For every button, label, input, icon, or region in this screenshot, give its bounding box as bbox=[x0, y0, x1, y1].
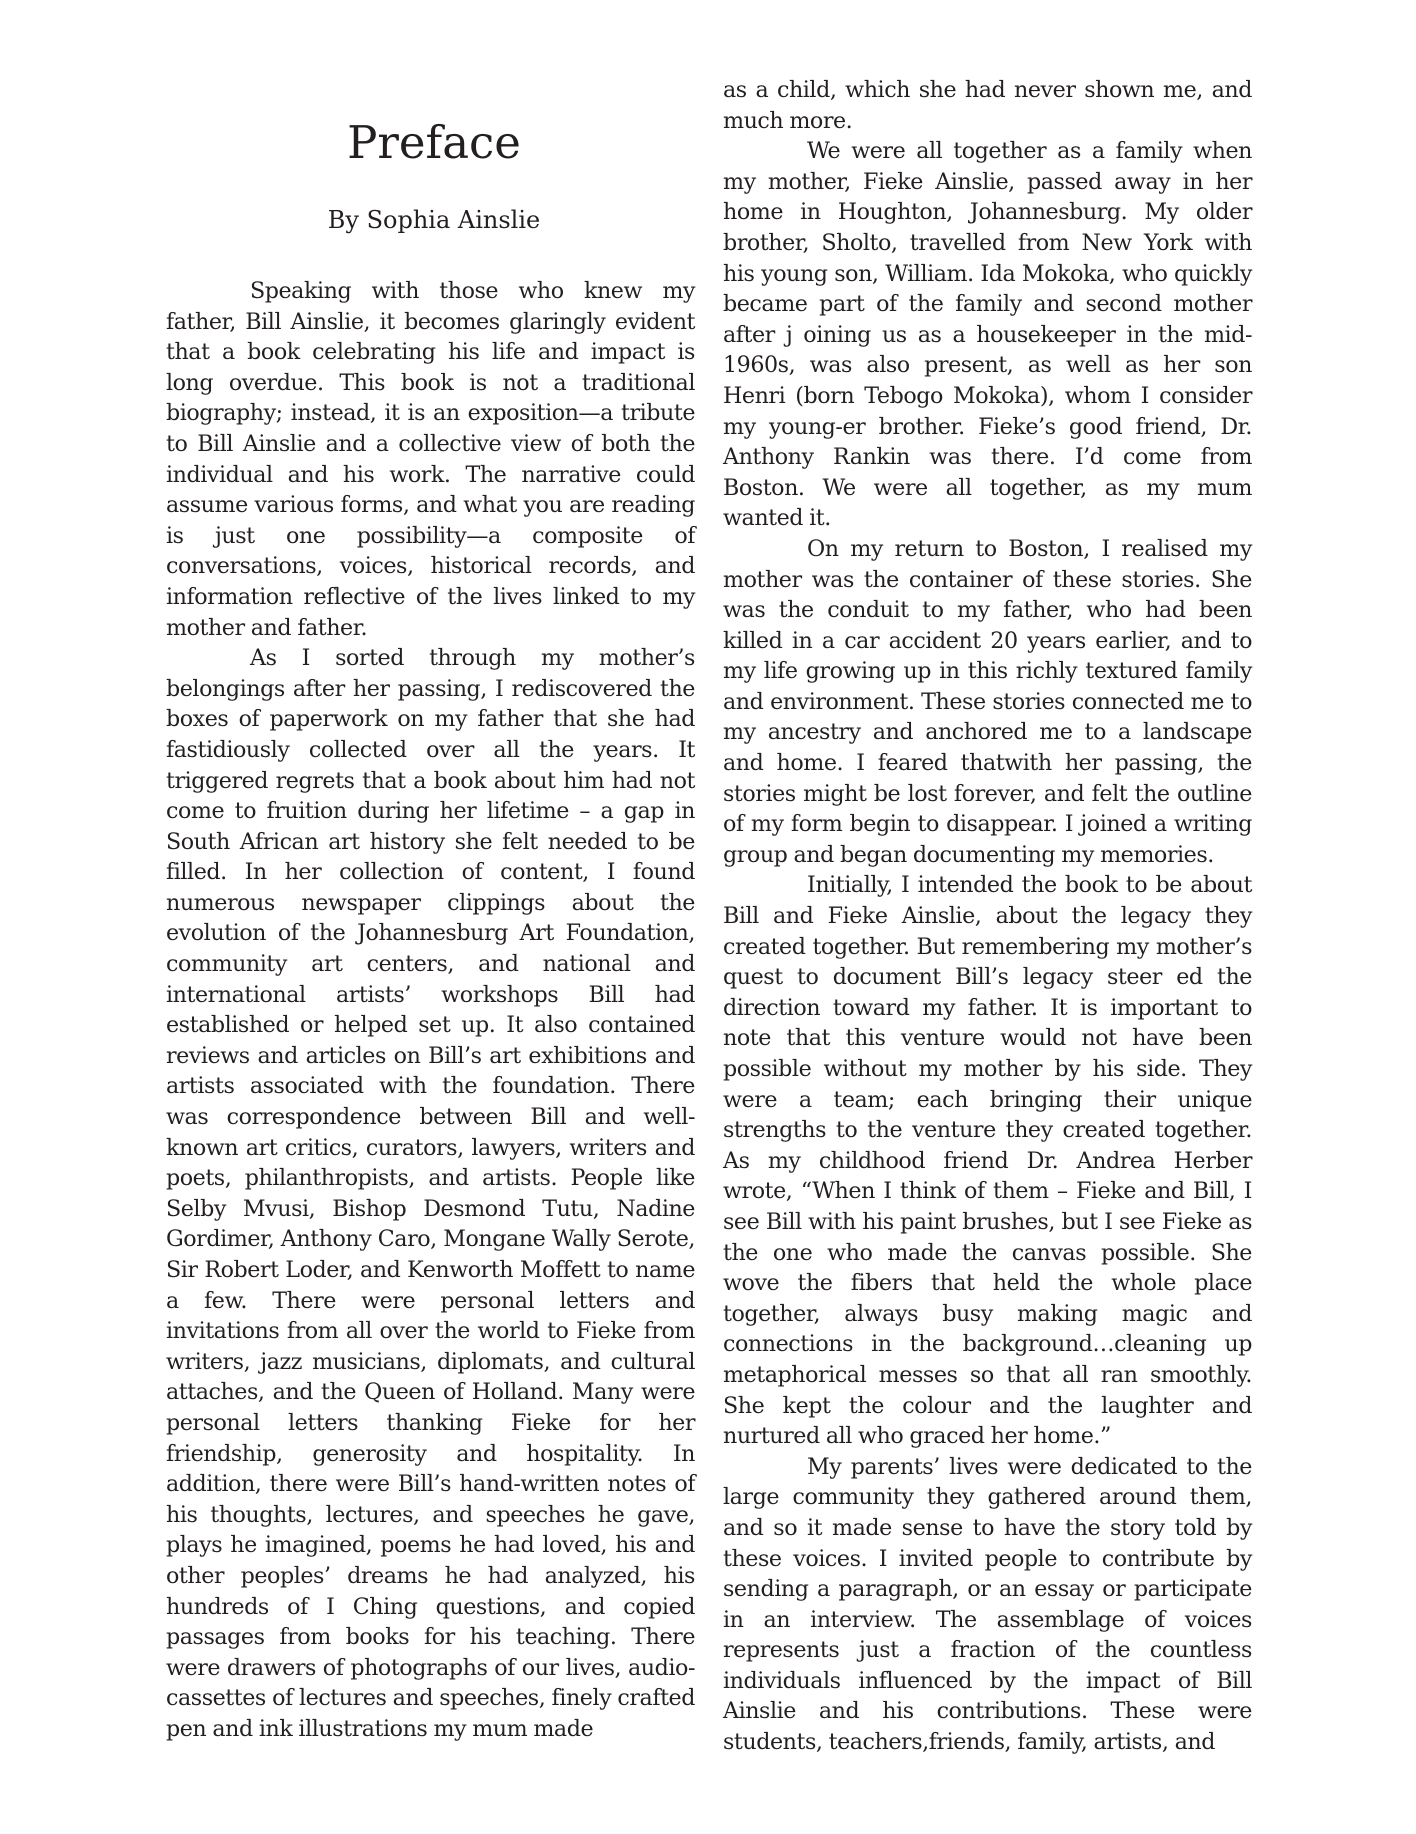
left-text-column bbox=[166, 276, 695, 1745]
body-paragraph: As I sorted through my mother’s belongings after her passing, I rediscovered the boxes of paperwork on my father that she had fastidiously collected over all the years. It triggered regrets that a book about him had not come to fruition during her lifetime – a gap in South African art history she felt needed to be filled. In her collection of content, I found numerous newspaper clippings about the evolution of the Johannesburg Art Foundation, community art centers, and national and international artists’ workshops Bill had established or helped set up. It also contained reviews and articles on Bill’s art exhibitions and artists associated with the foundation. There was correspondence between Bill and well-known art critics, curators, lawyers, writers and poets, philanthropists, and artists. People like Selby Mvusi, Bishop Desmond Tutu, Nadine Gordimer, Anthony Caro, Mongane Wally Serote, Sir Robert Loder, and Kenworth Moffett to name a few. There were personal letters and invitations from all over the world to Fieke from writers, jazz musicians, diplomats, and cultural attaches, and the Queen of Holland. Many were personal letters thanking Fieke for her friendship, generosity and hospitality. In addition, there were Bill’s hand-written notes of his thoughts, lectures, and speeches he gave, plays he imagined, poems he had loved, his and other peoples’ dreams he had analyzed, his hundreds of I Ching questions, and copied passages from books for his teaching. There were drawers of photographs of our lives, audio-cassettes of lectures and speeches, finely crafted pen and ink illustrations my mum made bbox=[166, 645, 695, 1742]
continued-paragraph: as a child, which she had never shown me, and much more. bbox=[723, 77, 1252, 134]
body-paragraph: My parents’ lives were dedicated to the large community they gathered around them, and so it made sense to have the story told by these voices. I invited people to contribute by sending a paragraph, or an essay or participate in an interview. The assemblage of voices represents just a fraction of the countless individuals influenced by the impact of Bill Ainslie and his contributions. These were students, teachers,friends, family, artists, and bbox=[723, 1453, 1252, 1756]
page-title: Preface bbox=[347, 116, 521, 169]
body-paragraph: We were all together as a family when my mother, Fieke Ainslie, passed away in her home in Houghton, Johannesburg. My older brother, Sholto, travelled from New York with his young son, William. Ida Mokoka, who quickly became part of the family and second mother after j oining us as a housekeeper in the mid-1960s, was also present, as well as her son Henri (born Tebogo Mokoka), whom I consider my young-er brother. Fieke’s good friend, Dr. Anthony Rankin was there. I’d come from Boston. We were all together, as my mum wanted it. bbox=[723, 138, 1252, 532]
body-paragraph: Initially, I intended the book to be about Bill and Fieke Ainslie, about the legacy they created together. But remembering my mother’s quest to document Bill’s legacy steer ed the direction toward my father. It is important to note that this venture would not have been possible without my mother by his side. They were a team; each bringing their unique strengths to the venture they created together. As my childhood friend Dr. Andrea Herber wrote, “When I think of them – Fieke and Bill, I see Bill with his paint brushes, but I see Fieke as the one who made the canvas possible. She wove the fibers that held the whole place together, always busy making magic and connections in the background…cleaning up metaphorical messes so that all ran smoothly. She kept the colour and the laughter and nurtured all who graced her home.” bbox=[723, 872, 1252, 1450]
right-text-column bbox=[723, 75, 1252, 1758]
body-paragraph: Speaking with those who knew my father, Bill Ainslie, it becomes glaringly evident that a book celebrating his life and impact is long overdue. This book is not a traditional biography; instead, it is an exposition—a tribute to Bill Ainslie and a collective view of both the individual and his work. The narrative could assume various forms, and what you are reading is just one possibility—a composite of conversations, voices, historical records, and information reflective of the lives linked to my mother and father. bbox=[166, 278, 695, 641]
body-paragraph: On my return to Boston, I realised my mother was the container of these stories. She was the conduit to my father, who had been killed in a car accident 20 years earlier, and to my life growing up in this richly textured family and environment. These stories connected me to my ancestry and anchored me to a landscape and home. I feared thatwith her passing, the stories might be lost forever, and felt the outline of my form begin to disappear. I joined a writing group and began documenting my memories. bbox=[723, 535, 1252, 868]
author-byline: By Sophia Ainslie bbox=[327, 206, 541, 234]
